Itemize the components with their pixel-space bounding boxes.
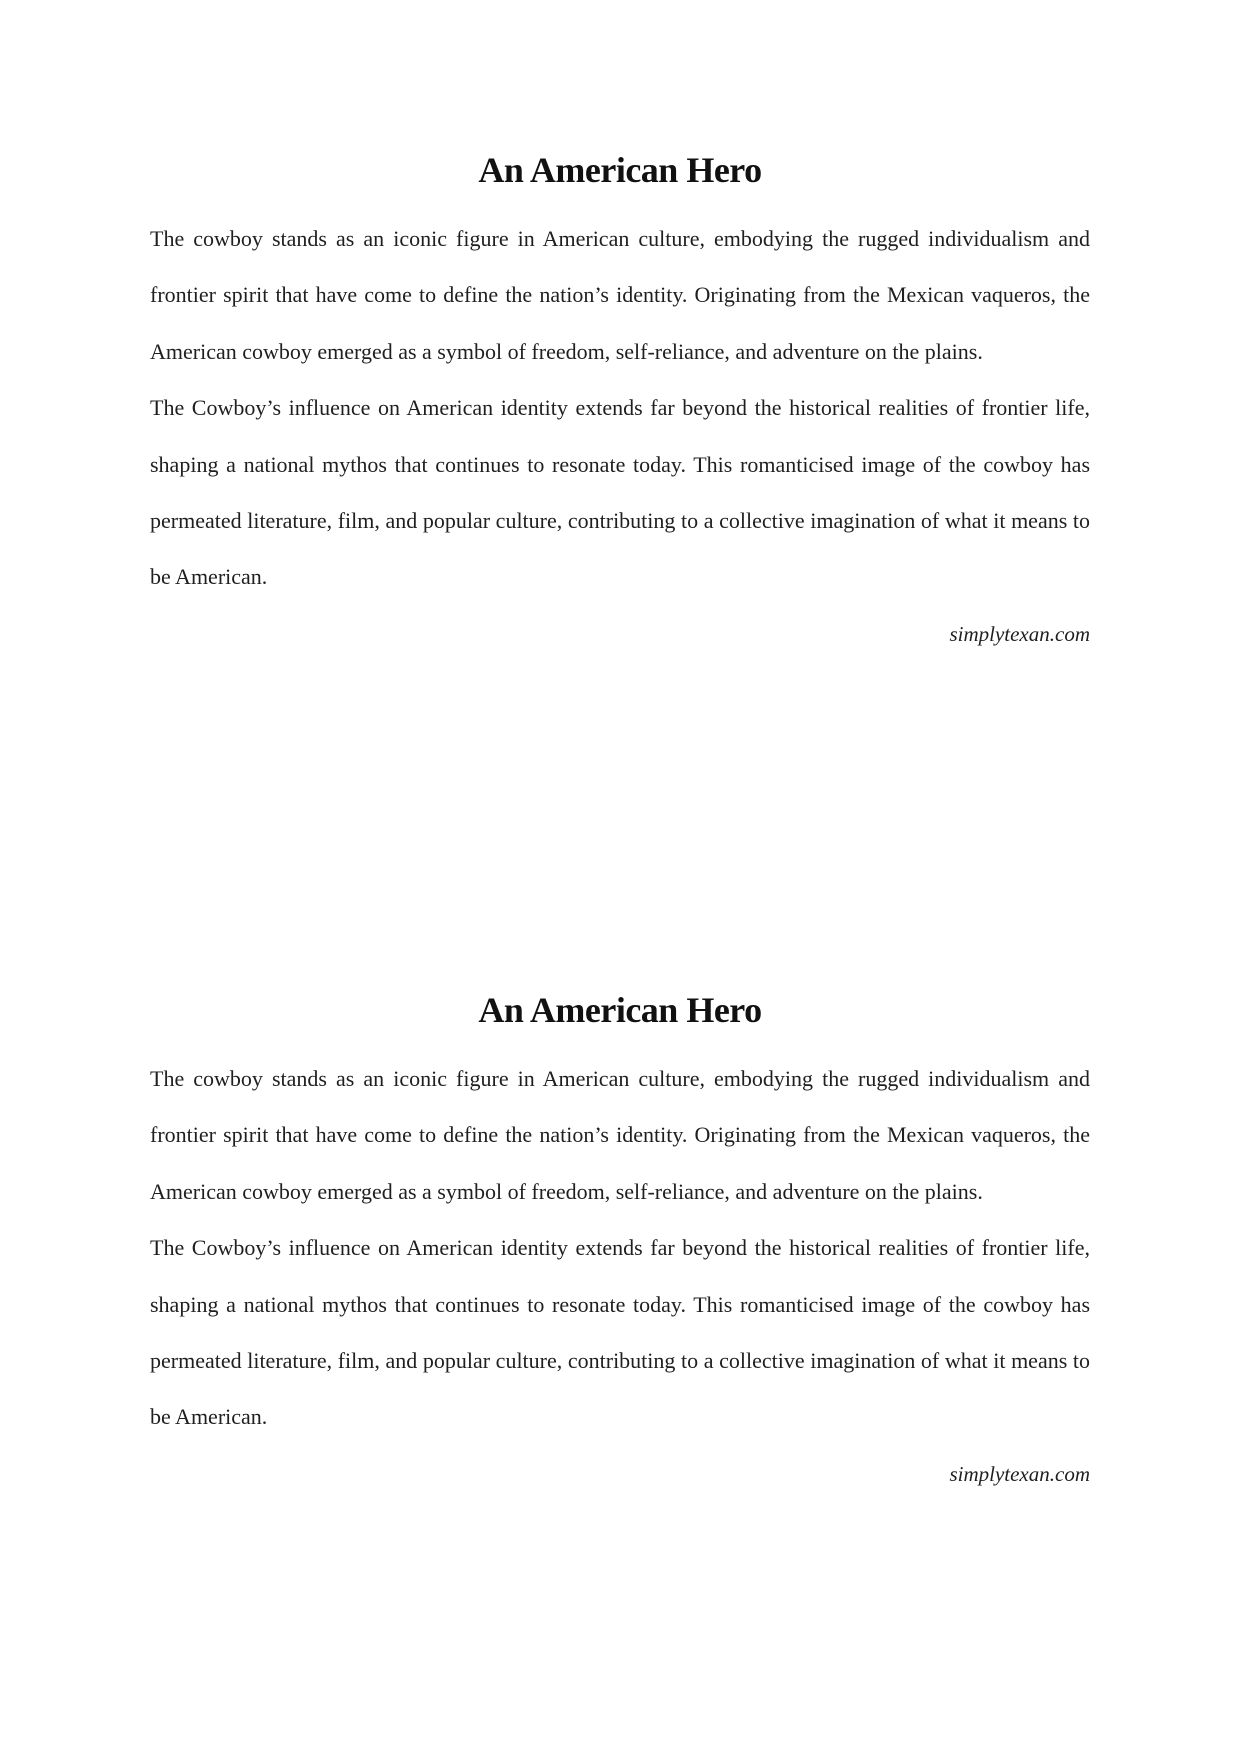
article-section [150,983,1090,1502]
article-section [150,143,1090,662]
article-paragraph: The cowboy stands as an iconic figure in American culture, embodying the rugged individualism and frontier spirit that have come to define the nation’s identity. Originating from the Mexican vaqueros, the American cowboy emerged as a symbol of freedom, self-reliance, and adventure on the plains. [150,1066,1090,1204]
source-credit: simplytexan.com [949,1461,1090,1486]
article-paragraph: The Cowboy’s influence on American identity extends far beyond the historical realities of frontier life, shaping a national mythos that continues to resonate today. This romanticised image of the cowboy has permeated literature, film, and popular culture, contributing to a collective imagination of what it means to be American. [150,395,1090,590]
article-paragraph: The Cowboy’s influence on American identity extends far beyond the historical realities of frontier life, shaping a national mythos that continues to resonate today. This romanticised image of the cowboy has permeated literature, film, and popular culture, contributing to a collective imagination of what it means to be American. [150,1235,1090,1430]
source-credit: simplytexan.com [949,621,1090,646]
article-title: An American Hero [478,150,762,190]
article-paragraph: The cowboy stands as an iconic figure in American culture, embodying the rugged individualism and frontier spirit that have come to define the nation’s identity. Originating from the Mexican vaqueros, the American cowboy emerged as a symbol of freedom, self-reliance, and adventure on the plains. [150,226,1090,364]
article-title: An American Hero [478,990,762,1030]
